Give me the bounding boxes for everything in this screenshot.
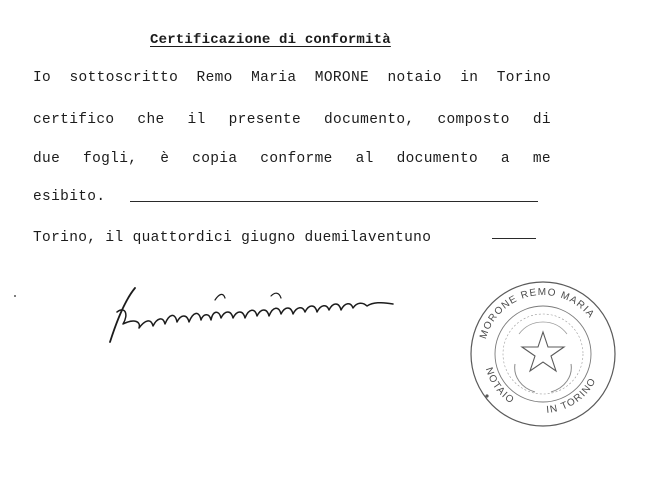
stamp-right-text: NOTAIO	[482, 366, 517, 407]
body-line-4: esibito.	[33, 189, 106, 205]
certificate-title: Certificazione di conformità	[150, 32, 391, 48]
word: Maria	[251, 70, 297, 86]
word: in	[460, 70, 479, 86]
svg-text:MORONE REMO MARIA	[478, 287, 597, 340]
word: Remo	[196, 70, 233, 86]
word: a	[500, 151, 510, 167]
stamp-bottom-text: IN TORINO	[545, 375, 599, 416]
body-line-1	[33, 70, 551, 86]
stray-ink-dot	[14, 295, 16, 297]
word: al	[355, 151, 374, 167]
notary-signature	[95, 280, 415, 360]
word: fogli,	[83, 151, 138, 167]
word: il	[187, 112, 206, 128]
word: MORONE	[314, 70, 370, 86]
word: due	[33, 151, 61, 167]
word: Torino	[496, 70, 551, 86]
body-line-3	[33, 151, 551, 167]
word: sottoscritto	[69, 70, 179, 86]
word: è	[160, 151, 170, 167]
place-date-line: Torino, il quattordici giugno duemilaventuno	[33, 230, 432, 246]
fill-dash-line-4	[130, 201, 538, 202]
word: Io	[33, 70, 52, 86]
word: certifico	[33, 112, 115, 128]
word: me	[532, 151, 551, 167]
notary-seal-stamp	[463, 274, 623, 434]
word: documento,	[323, 112, 415, 128]
svg-text:IN TORINO	[546, 376, 599, 416]
word: conforme	[260, 151, 333, 167]
stamp-top-text: MORONE REMO MARIA	[478, 286, 597, 341]
word: documento	[396, 151, 479, 167]
word: notaio	[387, 70, 442, 86]
word: copia	[192, 151, 238, 167]
word: composto	[437, 112, 510, 128]
fill-dash-line-5	[492, 238, 536, 239]
word: presente	[228, 112, 302, 128]
word: di	[532, 112, 551, 128]
body-line-2	[33, 112, 551, 128]
word: che	[137, 112, 165, 128]
